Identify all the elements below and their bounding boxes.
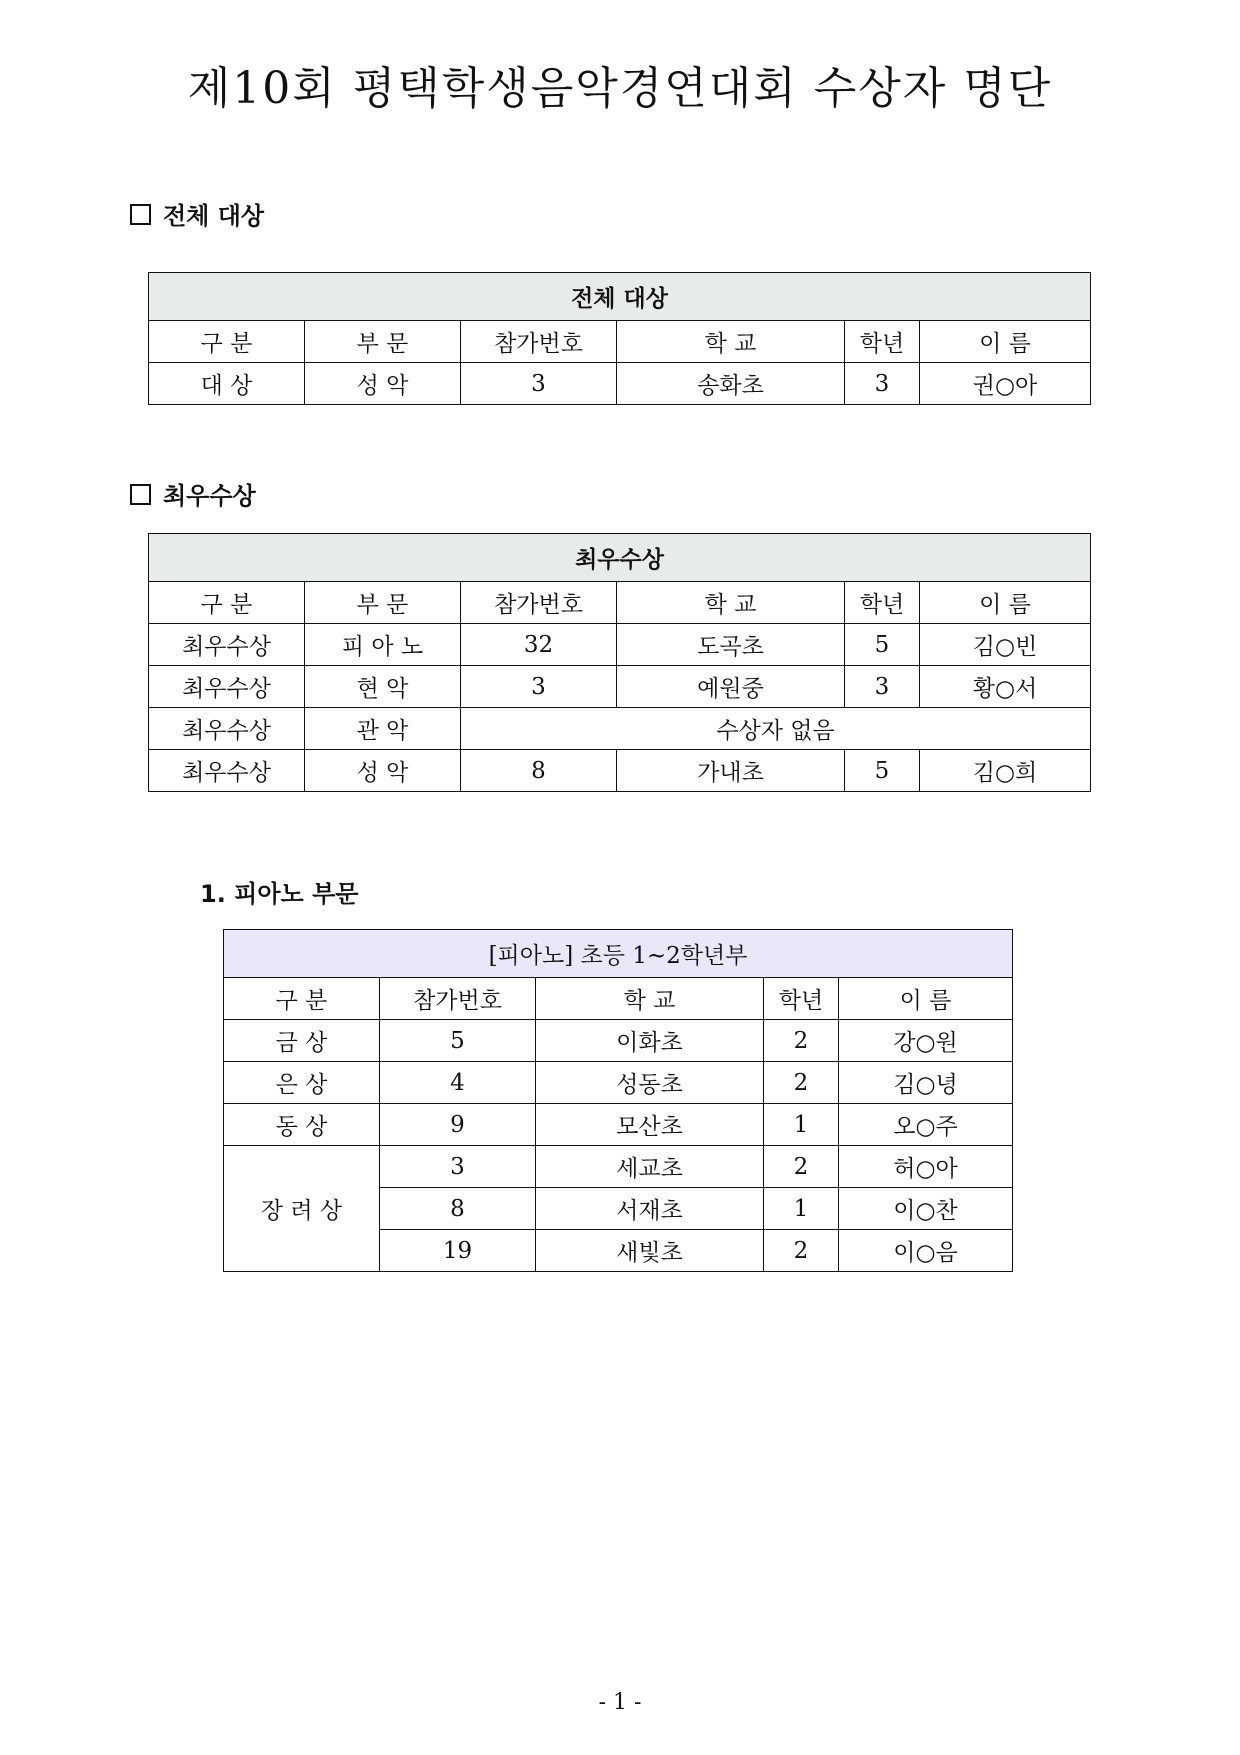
table-row — [224, 1062, 1013, 1104]
table-row — [149, 750, 1091, 792]
table-cell: 성동초 — [536, 1062, 764, 1104]
section-heading-top-label: 최우수상 — [163, 482, 256, 510]
header-cell: 이 름 — [920, 321, 1091, 363]
table-cell: 모산초 — [536, 1104, 764, 1146]
table-cell: 3 — [845, 666, 920, 708]
table-cell: 은 상 — [224, 1062, 380, 1104]
table-cell: 5 — [845, 624, 920, 666]
table-cell: 금 상 — [224, 1020, 380, 1062]
table-row — [224, 1020, 1013, 1062]
header-cell: 학 교 — [617, 321, 845, 363]
table-cell: 김○빈 — [920, 624, 1091, 666]
checkbox-icon — [130, 204, 151, 225]
table-cell: 4 — [380, 1062, 536, 1104]
award-cell-merged: 장 려 상 — [224, 1146, 380, 1272]
header-cell: 구 분 — [224, 978, 380, 1020]
table-cell: 성 악 — [305, 750, 461, 792]
table-cell: 32 — [461, 624, 617, 666]
table-cell: 대 상 — [149, 363, 305, 405]
table-cell: 8 — [380, 1188, 536, 1230]
table-row — [149, 363, 1091, 405]
table-cell: 2 — [764, 1062, 839, 1104]
table-cell: 3 — [845, 363, 920, 405]
table-cell: 최우수상 — [149, 750, 305, 792]
table-cell: 최우수상 — [149, 666, 305, 708]
header-cell: 참가번호 — [461, 582, 617, 624]
table-cell: 1 — [764, 1188, 839, 1230]
header-cell: 이 름 — [920, 582, 1091, 624]
table-cell: 권○아 — [920, 363, 1091, 405]
section-heading-piano: 1. 피아노 부문 — [200, 880, 359, 908]
table-cell: 황○서 — [920, 666, 1091, 708]
table-cell: 강○원 — [839, 1020, 1013, 1062]
top-prize-table — [148, 533, 1091, 792]
grand-prize-table — [148, 272, 1091, 405]
table-row — [149, 666, 1091, 708]
table-header-row — [149, 321, 1091, 363]
table-cell: 이○음 — [839, 1230, 1013, 1272]
table-caption: [피아노] 초등 1~2학년부 — [224, 930, 1013, 978]
table-cell: 서재초 — [536, 1188, 764, 1230]
table-cell: 2 — [764, 1020, 839, 1062]
table-cell: 5 — [380, 1020, 536, 1062]
page-number: - 1 - — [598, 1690, 642, 1715]
table-cell: 새빛초 — [536, 1230, 764, 1272]
header-cell: 이 름 — [839, 978, 1013, 1020]
table-cell: 김○희 — [920, 750, 1091, 792]
table-row — [224, 1104, 1013, 1146]
table-header-row — [224, 978, 1013, 1020]
table-cell: 세교초 — [536, 1146, 764, 1188]
table-header-row — [149, 582, 1091, 624]
table-cell: 현 악 — [305, 666, 461, 708]
table-cell: 도곡초 — [617, 624, 845, 666]
table-cell: 이○찬 — [839, 1188, 1013, 1230]
table-caption: 전체 대상 — [149, 273, 1091, 321]
table-cell: 예원중 — [617, 666, 845, 708]
header-cell: 학 교 — [536, 978, 764, 1020]
header-cell: 학년 — [764, 978, 839, 1020]
header-cell: 학년 — [845, 582, 920, 624]
checkbox-icon — [130, 484, 151, 505]
table-cell: 피 아 노 — [305, 624, 461, 666]
header-cell: 구 분 — [149, 321, 305, 363]
page-title: 제10회 평택학생음악경연대회 수상자 명단 — [187, 63, 1053, 114]
section-heading-grand — [130, 196, 264, 231]
header-cell: 부 문 — [305, 321, 461, 363]
table-cell: 동 상 — [224, 1104, 380, 1146]
table-cell: 1 — [764, 1104, 839, 1146]
header-cell: 학 교 — [617, 582, 845, 624]
table-caption: 최우수상 — [149, 534, 1091, 582]
header-cell: 참가번호 — [461, 321, 617, 363]
table-cell: 2 — [764, 1230, 839, 1272]
piano-table — [223, 929, 1013, 1272]
no-winner-cell: 수상자 없음 — [461, 708, 1091, 750]
table-cell: 3 — [461, 666, 617, 708]
header-cell: 부 문 — [305, 582, 461, 624]
table-cell: 성 악 — [305, 363, 461, 405]
table-cell: 관 악 — [305, 708, 461, 750]
table-cell: 19 — [380, 1230, 536, 1272]
table-cell: 오○주 — [839, 1104, 1013, 1146]
table-cell: 5 — [845, 750, 920, 792]
header-cell: 학년 — [845, 321, 920, 363]
header-cell: 구 분 — [149, 582, 305, 624]
table-cell: 송화초 — [617, 363, 845, 405]
section-heading-top — [130, 476, 256, 511]
table-cell: 김○녕 — [839, 1062, 1013, 1104]
table-cell: 8 — [461, 750, 617, 792]
table-row — [224, 1146, 1013, 1188]
table-cell: 2 — [764, 1146, 839, 1188]
header-cell: 참가번호 — [380, 978, 536, 1020]
table-cell: 최우수상 — [149, 708, 305, 750]
table-row — [149, 708, 1091, 750]
section-heading-grand-label: 전체 대상 — [163, 202, 265, 230]
table-cell: 허○아 — [839, 1146, 1013, 1188]
table-row — [149, 624, 1091, 666]
table-cell: 3 — [380, 1146, 536, 1188]
table-cell: 가내초 — [617, 750, 845, 792]
table-cell: 이화초 — [536, 1020, 764, 1062]
table-cell: 최우수상 — [149, 624, 305, 666]
table-cell: 9 — [380, 1104, 536, 1146]
table-cell: 3 — [461, 363, 617, 405]
